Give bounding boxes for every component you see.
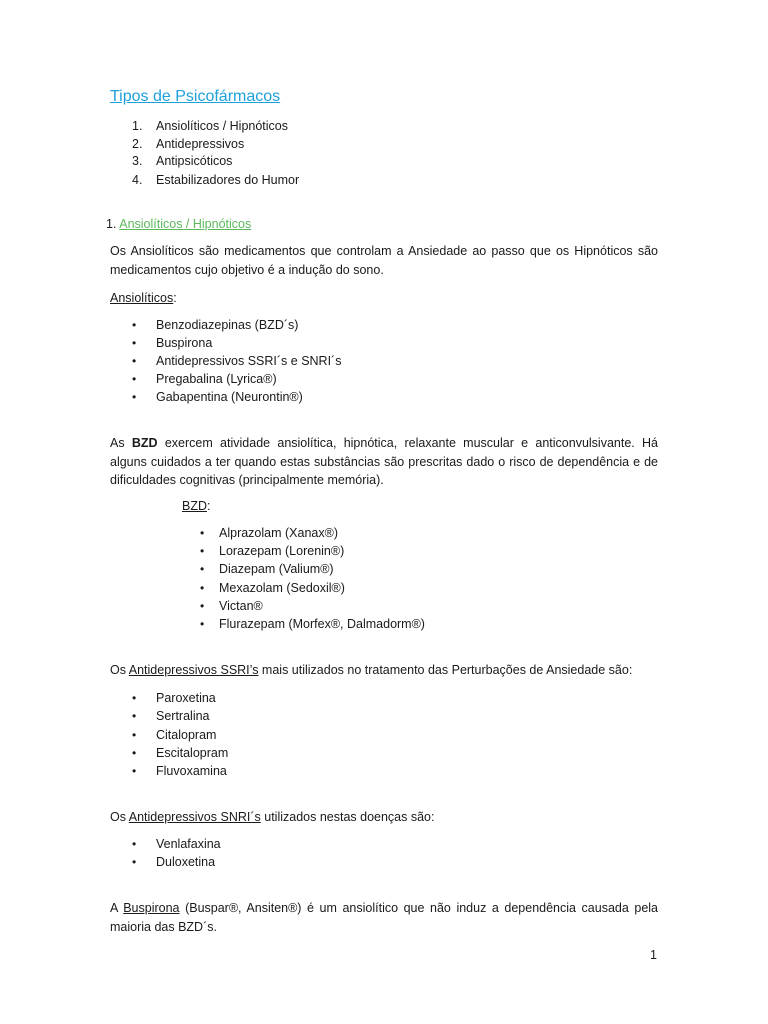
- list-item: Victan®: [219, 599, 263, 613]
- bullet-icon: •: [132, 372, 137, 386]
- list-item: Antidepressivos SSRI´s e SNRI´s: [156, 354, 342, 368]
- snri-post: utilizados nestas doenças são:: [260, 810, 435, 824]
- bullet-icon: •: [200, 526, 205, 540]
- list-item: Sertralina: [156, 709, 210, 723]
- bullet-icon: •: [200, 544, 205, 558]
- list-item: Benzodiazepinas (BZD´s): [156, 318, 299, 332]
- list-item: Escitalopram: [156, 746, 229, 760]
- bullet-icon: •: [132, 855, 137, 869]
- bullet-icon: •: [132, 390, 137, 404]
- list-number: 4.: [132, 173, 143, 187]
- bzd-para-post: exercem atividade ansiolítica, hipnótica, relaxante muscular e anticonvulsivante. Há alguns cuidados a ter quando estas substâncias são prescritas dado o risco de dependência e de dificuldades cognitivas (principalmente memória).: [110, 436, 659, 487]
- list-item: Fluvoxamina: [156, 764, 227, 778]
- list-item: Duloxetina: [156, 855, 216, 869]
- list-item: Gabapentina (Neurontin®): [156, 390, 303, 404]
- bullet-icon: •: [200, 617, 205, 631]
- list-item: Mexazolam (Sedoxil®): [219, 581, 345, 595]
- list-item: Alprazolam (Xanax®): [219, 526, 338, 540]
- section-number: 1.: [106, 217, 117, 231]
- ansioliticos-heading: [110, 290, 177, 306]
- list-item: Ansiolíticos / Hipnóticos: [156, 119, 289, 133]
- snri-label: Antidepressivos SNRI´s: [128, 810, 261, 824]
- ansioliticos-colon: :: [173, 291, 177, 305]
- bullet-icon: •: [132, 728, 137, 742]
- busp-pre: A: [110, 901, 124, 915]
- buspirona-paragraph: [110, 899, 658, 936]
- bullet-icon: •: [200, 562, 205, 576]
- bullet-icon: •: [132, 336, 137, 350]
- bzd-para-bold: BZD: [131, 436, 158, 450]
- list-item: Paroxetina: [156, 691, 216, 705]
- snri-sentence: [110, 809, 434, 825]
- list-item: Lorazepam (Lorenin®): [219, 544, 345, 558]
- list-item: Venlafaxina: [156, 837, 221, 851]
- ssri-sentence: [110, 662, 632, 678]
- list-number: 2.: [132, 137, 143, 151]
- bullet-icon: •: [132, 746, 137, 760]
- bullet-icon: •: [132, 691, 137, 705]
- bzd-para-pre: As: [110, 436, 132, 450]
- list-number: 1.: [132, 119, 143, 133]
- ansioliticos-label: Ansiolíticos: [110, 291, 174, 305]
- busp-label: Buspirona: [123, 901, 180, 915]
- list-item: Antidepressivos: [156, 137, 245, 151]
- section-heading-label: Ansiolíticos / Hipnóticos: [119, 217, 252, 231]
- bullet-icon: •: [132, 764, 137, 778]
- bullet-icon: •: [132, 354, 137, 368]
- bzd-colon: :: [207, 499, 211, 513]
- ssri-pre: Os: [110, 663, 129, 677]
- intro-paragraph: Os Ansiolíticos são medicamentos que controlam a Ansiedade ao passo que os Hipnóticos são medicamentos cujo objetivo é a indução do sono.: [110, 244, 658, 277]
- list-item: Flurazepam (Morfex®, Dalmadorm®): [219, 617, 425, 631]
- ssri-post: mais utilizados no tratamento das Perturbações de Ansiedade são:: [258, 663, 633, 677]
- list-item: Pregabalina (Lyrica®): [156, 372, 277, 386]
- bzd-label: BZD: [182, 499, 207, 513]
- list-item: Antipsicóticos: [156, 154, 233, 168]
- list-item: Citalopram: [156, 728, 217, 742]
- bzd-heading: [182, 498, 210, 514]
- busp-post: (Buspar®, Ansiten®) é um ansiolítico que não induz a dependência causada pela maioria das BZD´s.: [110, 901, 659, 934]
- snri-pre: Os: [110, 810, 129, 824]
- list-item: Estabilizadores do Humor: [156, 173, 300, 187]
- bzd-paragraph: [110, 434, 658, 490]
- list-item: Diazepam (Valium®): [219, 562, 334, 576]
- bullet-icon: •: [132, 318, 137, 332]
- list-number: 3.: [132, 154, 143, 168]
- bullet-icon: •: [132, 837, 137, 851]
- bullet-icon: •: [200, 599, 205, 613]
- section-heading: [106, 217, 251, 231]
- ssri-label: Antidepressivos SSRI’s: [128, 663, 259, 677]
- list-item: Buspirona: [156, 336, 213, 350]
- document-title: Tipos de Psicofármacos: [110, 88, 281, 105]
- bullet-icon: •: [200, 581, 205, 595]
- bullet-icon: •: [132, 709, 137, 723]
- page-number: 1: [650, 948, 657, 962]
